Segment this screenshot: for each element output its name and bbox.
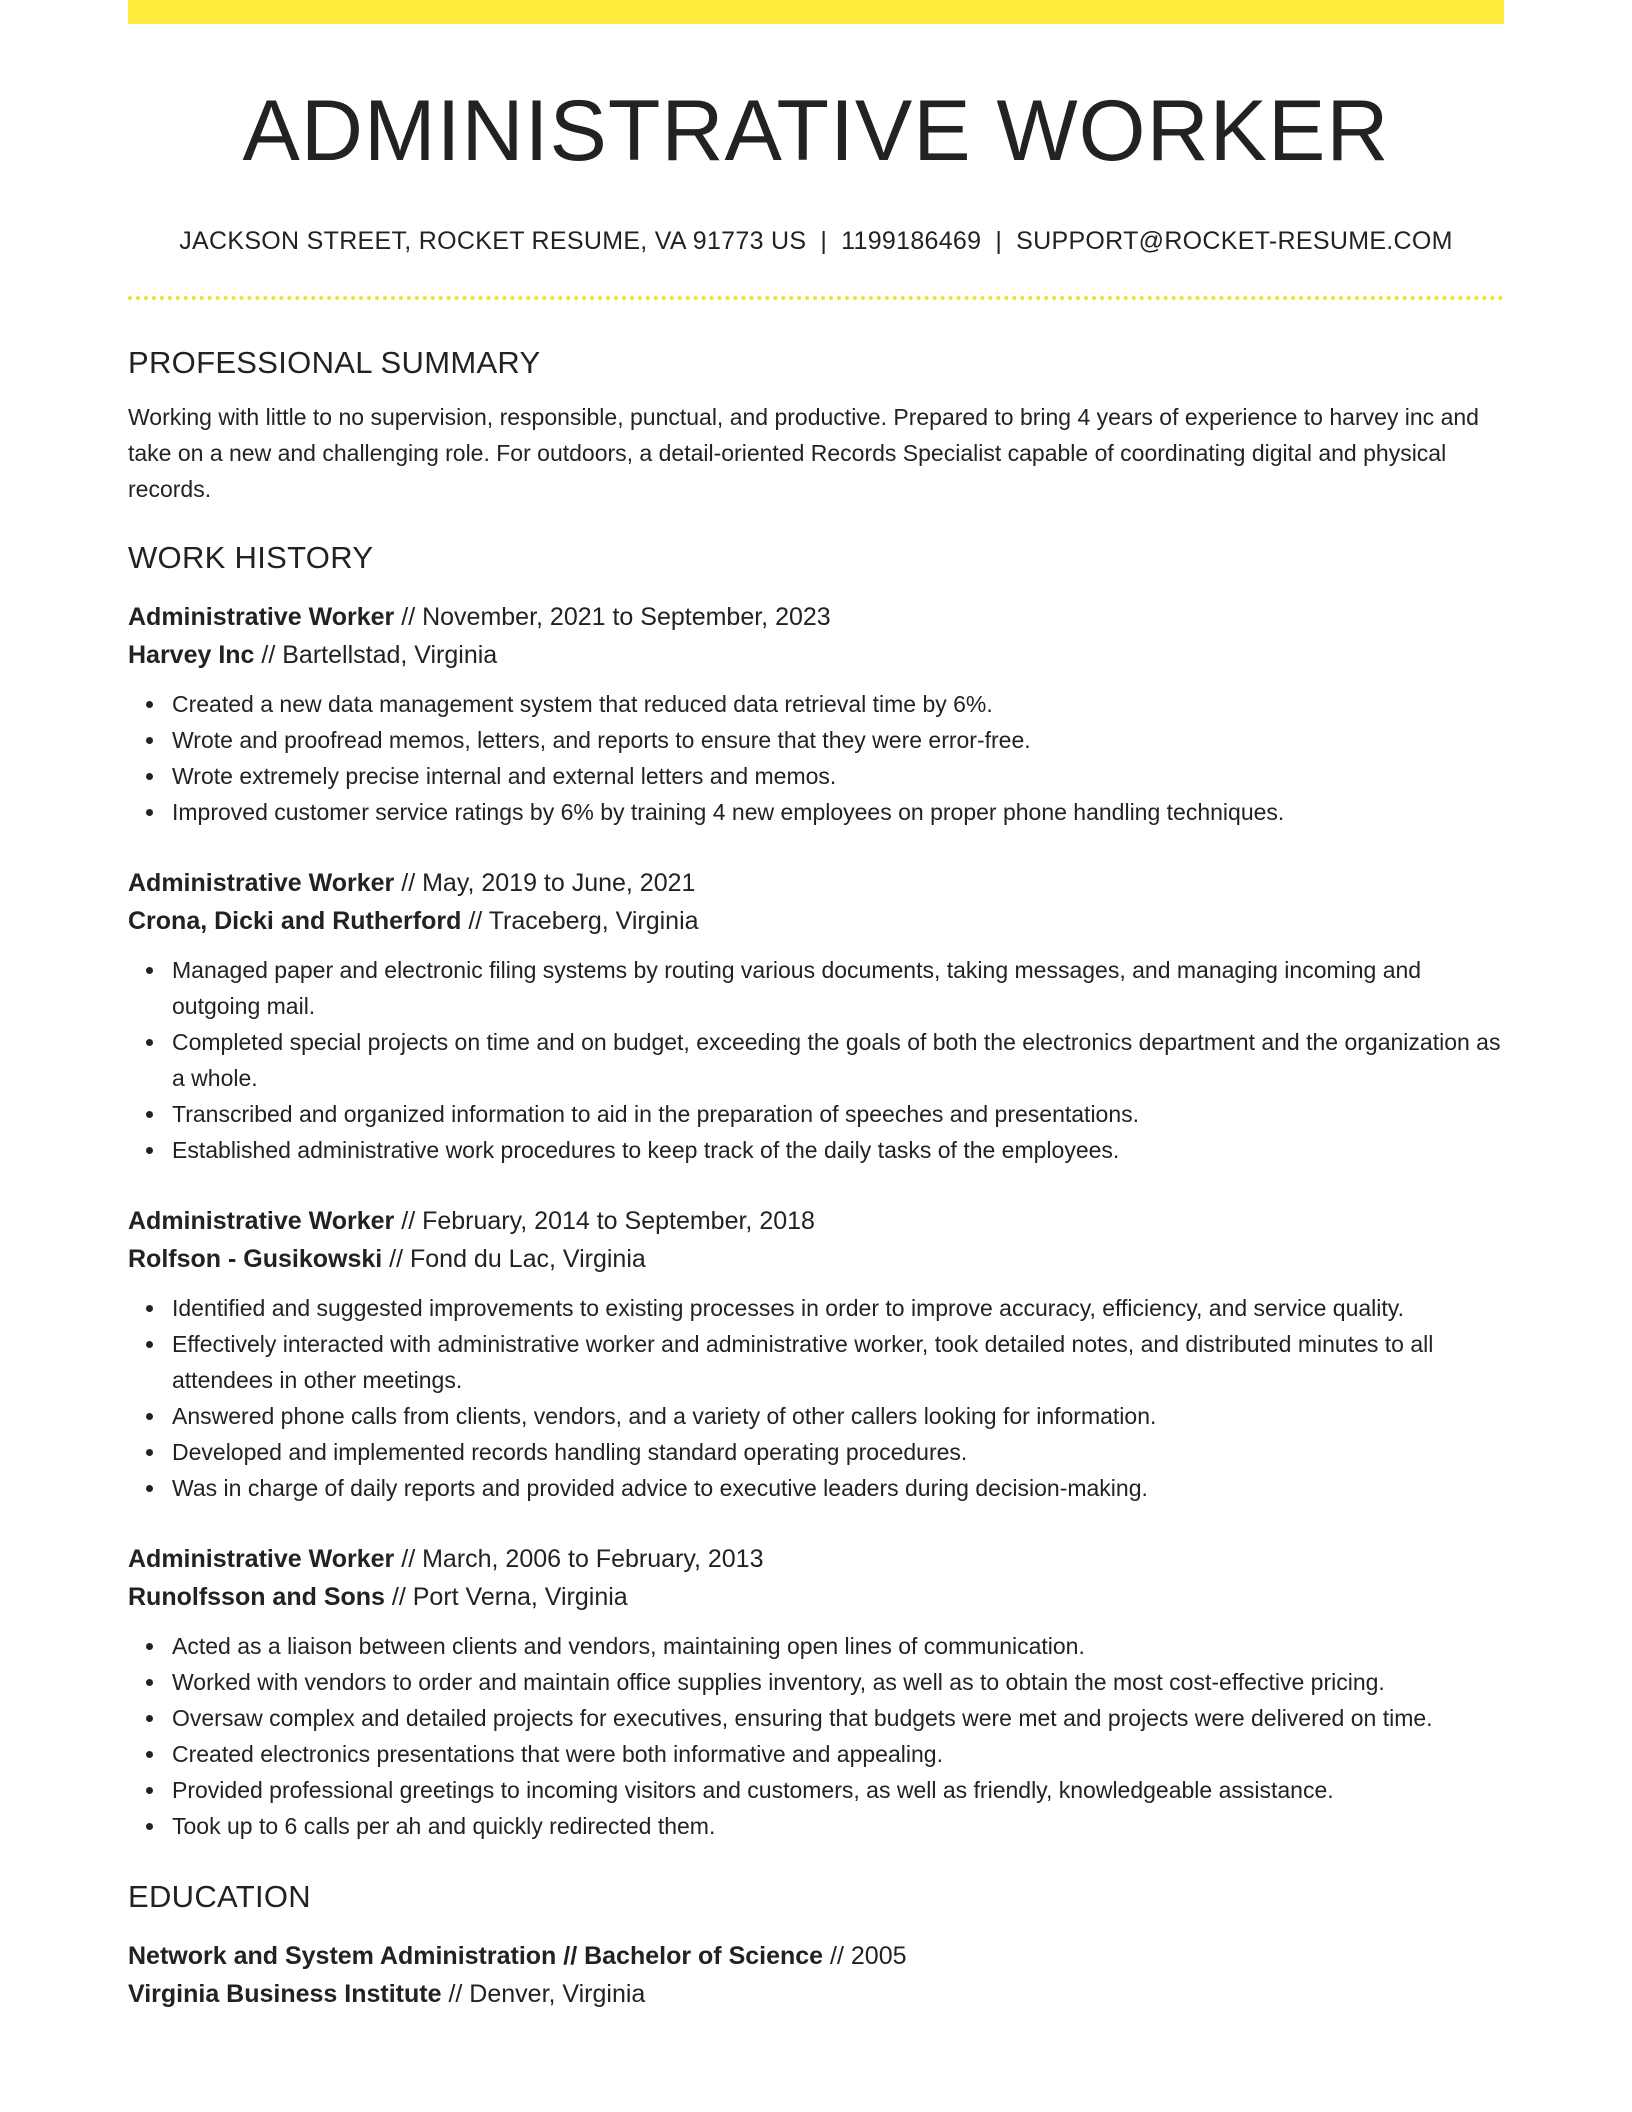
job-title-line	[128, 598, 1504, 636]
school-location: // Denver, Virginia	[448, 1980, 646, 2009]
summary-heading: PROFESSIONAL SUMMARY	[128, 344, 541, 380]
job-dates: // November, 2021 to September, 2023	[401, 602, 831, 631]
contact-email: SUPPORT@ROCKET-RESUME.COM	[1016, 226, 1453, 255]
resume-page	[128, 0, 1504, 2013]
contact-address: JACKSON STREET, ROCKET RESUME, VA 91773 US	[179, 226, 807, 255]
job-title-line	[128, 864, 1504, 902]
job-bullet-list	[128, 1290, 1504, 1506]
job-title-line	[128, 1202, 1504, 1240]
job-bullet: Established administrative work procedures to keep track of the daily tasks of the employees.	[172, 1132, 1504, 1168]
job-title: Administrative Worker	[128, 1206, 395, 1235]
job-company: Runolfsson and Sons	[128, 1582, 385, 1611]
job-company: Harvey Inc	[128, 640, 255, 669]
job-bullet: Created a new data management system that reduced data retrieval time by 6%.	[172, 686, 1504, 722]
accent-bar	[128, 0, 1504, 24]
job-bullet: Transcribed and organized information to aid in the preparation of speeches and presentations.	[172, 1096, 1504, 1132]
job-bullet: Oversaw complex and detailed projects for executives, ensuring that budgets were met and projects were delivered on time.	[172, 1700, 1504, 1736]
job-entry	[128, 598, 1504, 830]
job-bullet: Took up to 6 calls per ah and quickly redirected them.	[172, 1808, 1504, 1844]
job-bullet: Developed and implemented records handling standard operating procedures.	[172, 1434, 1504, 1470]
job-company: Rolfson - Gusikowski	[128, 1244, 383, 1273]
job-bullet: Completed special projects on time and on budget, exceeding the goals of both the electronics department and the organization as a whole.	[172, 1024, 1504, 1096]
job-bullet: Wrote extremely precise internal and external letters and memos.	[172, 758, 1504, 794]
job-bullet: Answered phone calls from clients, vendors, and a variety of other callers looking for information.	[172, 1398, 1504, 1434]
job-bullet-list	[128, 686, 1504, 830]
job-company-line	[128, 1578, 1504, 1616]
summary-text: Working with little to no supervision, responsible, punctual, and productive. Prepared to bring 4 years of experience to harvey inc and take on a new and challenging role. For outdoors, a detail-oriented Records Specialist capable of coordinating digital and physical records.	[128, 403, 1479, 502]
job-bullet: Managed paper and electronic filing systems by routing various documents, taking messages, and managing incoming and outgoing mail.	[172, 952, 1504, 1024]
job-company: Crona, Dicki and Rutherford	[128, 906, 462, 935]
job-location: // Bartellstad, Virginia	[261, 640, 498, 669]
job-bullet: Identified and suggested improvements to existing processes in order to improve accuracy, efficiency, and service quality.	[172, 1290, 1504, 1326]
contact-separator: |	[995, 226, 1003, 255]
job-bullet: Acted as a liaison between clients and vendors, maintaining open lines of communication.	[172, 1628, 1504, 1664]
education-entry	[128, 1937, 1504, 2013]
education-heading: EDUCATION	[128, 1878, 311, 1914]
job-location: // Traceberg, Virginia	[468, 906, 699, 935]
job-bullet-list	[128, 952, 1504, 1168]
job-company-line	[128, 636, 1504, 674]
work-history-list	[128, 598, 1504, 1844]
job-title-line	[128, 1540, 1504, 1578]
job-title: Administrative Worker	[128, 602, 395, 631]
job-dates: // February, 2014 to September, 2018	[401, 1206, 815, 1235]
job-title: Administrative Worker	[128, 1544, 395, 1573]
job-bullet: Improved customer service ratings by 6% by training 4 new employees on proper phone handling techniques.	[172, 794, 1504, 830]
job-bullet: Effectively interacted with administrative worker and administrative worker, took detailed notes, and distributed minutes to all attendees in other meetings.	[172, 1326, 1504, 1398]
degree: Network and System Administration // Bachelor of Science	[128, 1942, 824, 1971]
job-entry	[128, 1540, 1504, 1844]
resume-name: ADMINISTRATIVE WORKER	[242, 83, 1390, 179]
contact-line	[128, 227, 1504, 256]
job-dates: // May, 2019 to June, 2021	[401, 868, 696, 897]
school-name: Virginia Business Institute	[128, 1980, 442, 2009]
job-dates: // March, 2006 to February, 2013	[401, 1544, 764, 1573]
contact-separator: |	[820, 226, 828, 255]
job-entry	[128, 864, 1504, 1168]
job-bullet: Worked with vendors to order and maintain office supplies inventory, as well as to obtain the most cost-effective pricing.	[172, 1664, 1504, 1700]
job-location: // Fond du Lac, Virginia	[389, 1244, 646, 1273]
job-bullet: Was in charge of daily reports and provided advice to executive leaders during decision-making.	[172, 1470, 1504, 1506]
contact-phone: 1199186469	[841, 226, 982, 255]
education-list	[128, 1937, 1504, 2013]
job-location: // Port Verna, Virginia	[391, 1582, 628, 1611]
school-line	[128, 1975, 1504, 2013]
job-company-line	[128, 1240, 1504, 1278]
degree-line	[128, 1937, 1504, 1975]
job-bullet-list	[128, 1628, 1504, 1844]
job-entry	[128, 1202, 1504, 1506]
job-company-line	[128, 902, 1504, 940]
job-bullet: Wrote and proofread memos, letters, and reports to ensure that they were error-free.	[172, 722, 1504, 758]
job-bullet: Created electronics presentations that were both informative and appealing.	[172, 1736, 1504, 1772]
job-title: Administrative Worker	[128, 868, 395, 897]
graduation-year: // 2005	[830, 1942, 907, 1971]
header-divider	[128, 296, 1504, 300]
job-bullet: Provided professional greetings to incoming visitors and customers, as well as friendly, knowledgeable assistance.	[172, 1772, 1504, 1808]
work-history-heading: WORK HISTORY	[128, 539, 374, 575]
